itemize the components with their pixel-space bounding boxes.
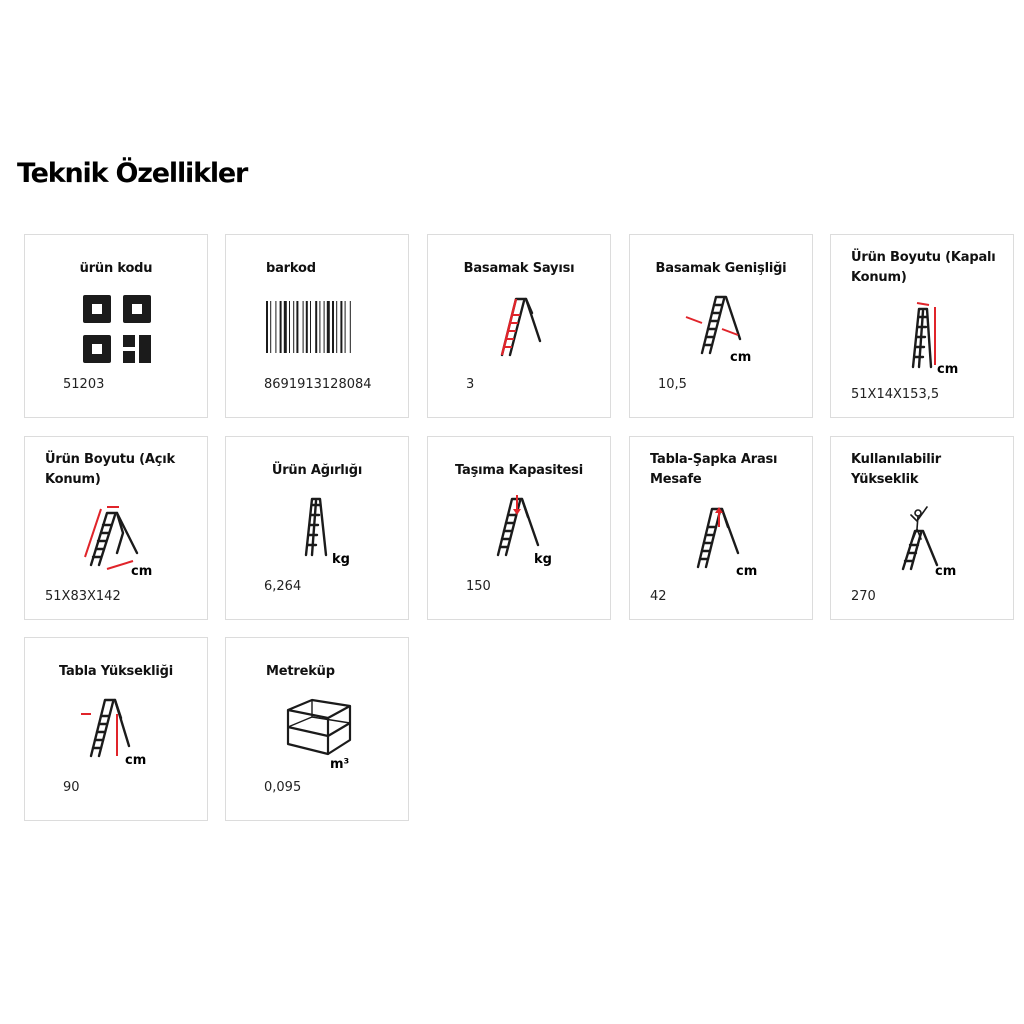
barcode-bar — [315, 301, 317, 353]
spec-card-tray-height — [24, 637, 208, 821]
spec-card-product-code — [24, 234, 208, 418]
barcode-icon — [264, 289, 374, 369]
ladder-weight-icon — [278, 491, 358, 571]
barcode-bar — [350, 301, 351, 353]
barcode-bar — [280, 301, 282, 353]
card-label: Basamak Sayısı — [463, 261, 575, 276]
card-value: 0,095 — [264, 780, 302, 795]
ladder-open-size-icon — [77, 503, 157, 583]
barcode-bar — [303, 301, 304, 353]
ladder-usable-height-icon — [883, 503, 963, 583]
card-value: 51X83X142 — [45, 589, 121, 604]
barcode-bar — [324, 301, 325, 353]
ladder-step-width-icon — [682, 289, 762, 369]
spec-card-step-count — [427, 234, 611, 418]
barcode-bar — [319, 301, 320, 353]
barcode-bar — [327, 301, 330, 353]
card-label: barkod — [266, 261, 316, 276]
ladder-steps-icon — [480, 289, 560, 369]
barcode-bar — [345, 301, 346, 353]
spec-card-weight — [225, 436, 409, 620]
barcode-bar — [266, 301, 268, 353]
spec-card-volume — [225, 637, 409, 821]
card-value: 90 — [63, 780, 80, 795]
card-value: 42 — [650, 589, 667, 604]
spec-card-step-width — [629, 234, 813, 418]
barcode-bar — [332, 301, 334, 353]
barcode-bar — [293, 301, 294, 353]
unit-label: cm — [935, 564, 957, 579]
card-value: 150 — [466, 579, 491, 594]
spec-card-capacity — [427, 436, 611, 620]
card-value: 51X14X153,5 — [851, 387, 940, 402]
barcode-bar — [284, 301, 287, 353]
barcode-bar — [336, 301, 337, 353]
ladder-closed-size-icon — [883, 301, 963, 381]
spec-card-closed-size — [830, 234, 1014, 418]
barcode-bar — [296, 301, 298, 353]
card-label: Tabla Yüksekliği — [58, 664, 174, 679]
card-label: Ürün Boyutu (Kapalı Konum) — [851, 250, 996, 285]
spec-card-tray-distance — [629, 436, 813, 620]
card-label: ürün kodu — [79, 261, 153, 276]
unit-label: kg — [332, 552, 350, 567]
unit-label: cm — [730, 350, 752, 365]
spec-card-open-size — [24, 436, 208, 620]
unit-label: cm — [937, 362, 959, 377]
card-value: 270 — [851, 589, 876, 604]
unit-label: cm — [736, 564, 758, 579]
barcode-bar — [340, 301, 342, 353]
unit-label: kg — [534, 552, 552, 567]
ladder-tray-distance-icon — [682, 503, 762, 583]
card-value: 51203 — [63, 377, 105, 392]
card-label: Basamak Genişliği — [655, 261, 787, 276]
spec-card-usable-height — [830, 436, 1014, 620]
cube-volume-icon — [278, 692, 358, 772]
barcode-bar — [289, 301, 290, 353]
card-label: Metreküp — [266, 664, 335, 679]
card-label: Kullanılabilir Yükseklik — [851, 452, 942, 487]
page-title: Teknik Özellikler — [17, 158, 248, 189]
unit-label: m³ — [330, 757, 350, 772]
card-value: 6,264 — [264, 579, 302, 594]
card-label: Ürün Boyutu (Açık Konum) — [45, 452, 175, 487]
ladder-tray-height-icon — [77, 692, 157, 772]
spec-card-barcode — [225, 234, 409, 418]
qr-code-icon — [77, 289, 157, 369]
ladder-capacity-icon — [480, 491, 560, 571]
card-label: Tabla-Şapka Arası Mesafe — [650, 452, 778, 487]
barcode-bar — [270, 301, 271, 353]
card-label: Taşıma Kapasitesi — [455, 463, 583, 478]
card-value: 3 — [466, 377, 475, 392]
card-value: 10,5 — [658, 377, 687, 392]
unit-label: cm — [131, 564, 153, 579]
barcode-bar — [310, 301, 311, 353]
unit-label: cm — [125, 753, 147, 768]
barcode-bar — [275, 301, 276, 353]
barcode-bar — [306, 301, 308, 353]
card-label: Ürün Ağırlığı — [271, 463, 363, 478]
card-value: 8691913128084 — [264, 377, 372, 392]
